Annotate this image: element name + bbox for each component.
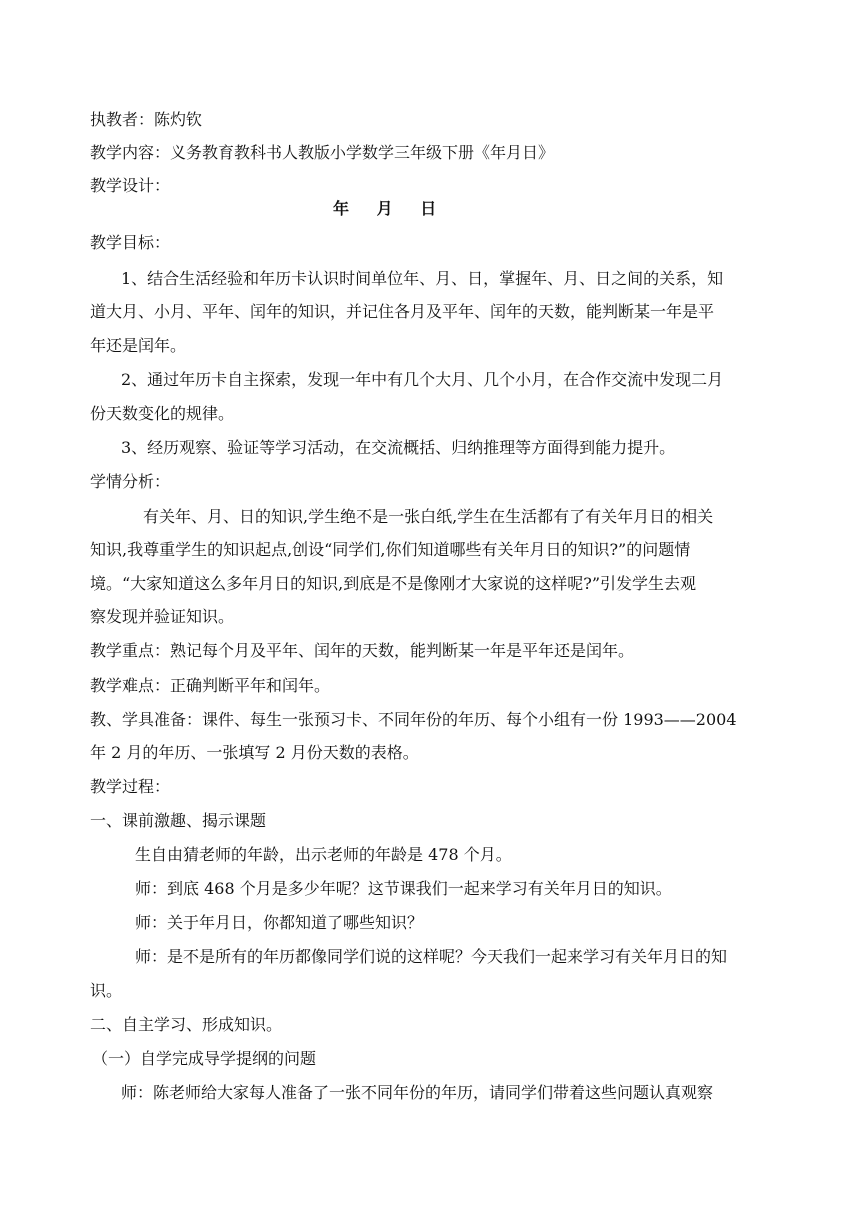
- preparation-line-2: 年 2 月的年历、一张填写 2 月份天数的表格。: [90, 743, 419, 762]
- objective-1-line-1: 1、结合生活经验和年历卡认识时间单位年、月、日，掌握年、月、日之间的关系，知: [121, 269, 724, 288]
- objective-1-line-3: 年还是闰年。: [90, 336, 187, 355]
- document-title: [333, 199, 458, 219]
- subsection-1-heading: （一）自学完成导学提纲的问题: [92, 1049, 317, 1068]
- section-2-paragraph-1: 师：陈老师给大家每人准备了一张不同年份的年历，请同学们带着这些问题认真观察: [121, 1083, 714, 1102]
- analysis-line-3: 境。“大家知道这么多年月日的知识,到底是不是像刚才大家说的这样呢?”引发学生去观: [90, 574, 697, 593]
- title-char-day: 日: [420, 199, 437, 218]
- key-point-line: 教学重点：熟记每个月及平年、闰年的天数，能判断某一年是平年还是闰年。: [90, 641, 635, 660]
- analysis-heading: 学情分析：: [90, 472, 171, 491]
- objective-3-line: 3、经历观察、验证等学习活动，在交流概括、归纳推理等方面得到能力提升。: [121, 438, 676, 457]
- objective-2-line-1: 2、通过年历卡自主探索，发现一年中有几个大月、几个小月，在合作交流中发现二月: [121, 370, 724, 389]
- preparation-line-1: 教、学具准备：课件、每生一张预习卡、不同年份的年历、每个小组有一份 1993——2004: [90, 710, 737, 729]
- analysis-line-1: 有关年、月、日的知识,学生绝不是一张白纸,学生在生活都有了有关年月日的相关: [143, 507, 714, 526]
- objective-1-line-2: 道大月、小月、平年、闰年的知识，并记住各月及平年、闰年的天数，能判断某一年是平: [90, 302, 715, 321]
- objective-2-line-2: 份天数变化的规律。: [90, 404, 235, 423]
- section-1-paragraph-4-line-2: 识。: [90, 981, 123, 1000]
- teaching-content-line: 教学内容：义务教育教科书人教版小学数学三年级下册《年月日》: [90, 143, 555, 162]
- analysis-line-2: 知识,我尊重学生的知识起点,创设“同学们,你们知道哪些有关年月日的知识?”的问题情: [90, 540, 691, 559]
- section-1-paragraph-3: 师：关于年月日，你都知道了哪些知识？: [135, 913, 424, 932]
- section-2-heading: 二、自主学习、形成知识。: [90, 1015, 283, 1034]
- objectives-heading: 教学目标：: [90, 233, 171, 252]
- title-char-month: 月: [376, 199, 393, 218]
- executor-line: 执教者：陈灼钦: [90, 110, 203, 129]
- title-char-year: 年: [333, 199, 350, 218]
- section-1-paragraph-4-line-1: 师：是不是所有的年历都像同学们说的这样呢？今天我们一起来学习有关年月日的知: [135, 947, 728, 966]
- difficulty-line: 教学难点：正确判断平年和闰年。: [90, 676, 331, 695]
- process-heading: 教学过程：: [90, 777, 171, 796]
- teaching-design-label: 教学设计：: [90, 176, 171, 195]
- section-1-paragraph-1: 生自由猜老师的年龄，出示老师的年龄是 478 个月。: [135, 845, 512, 864]
- section-1-heading: 一、课前激趣、揭示课题: [90, 811, 267, 830]
- section-1-paragraph-2: 师：到底 468 个月是多少年呢？这节课我们一起来学习有关年月日的知识。: [135, 879, 672, 898]
- analysis-line-4: 察发现并验证知识。: [90, 607, 235, 626]
